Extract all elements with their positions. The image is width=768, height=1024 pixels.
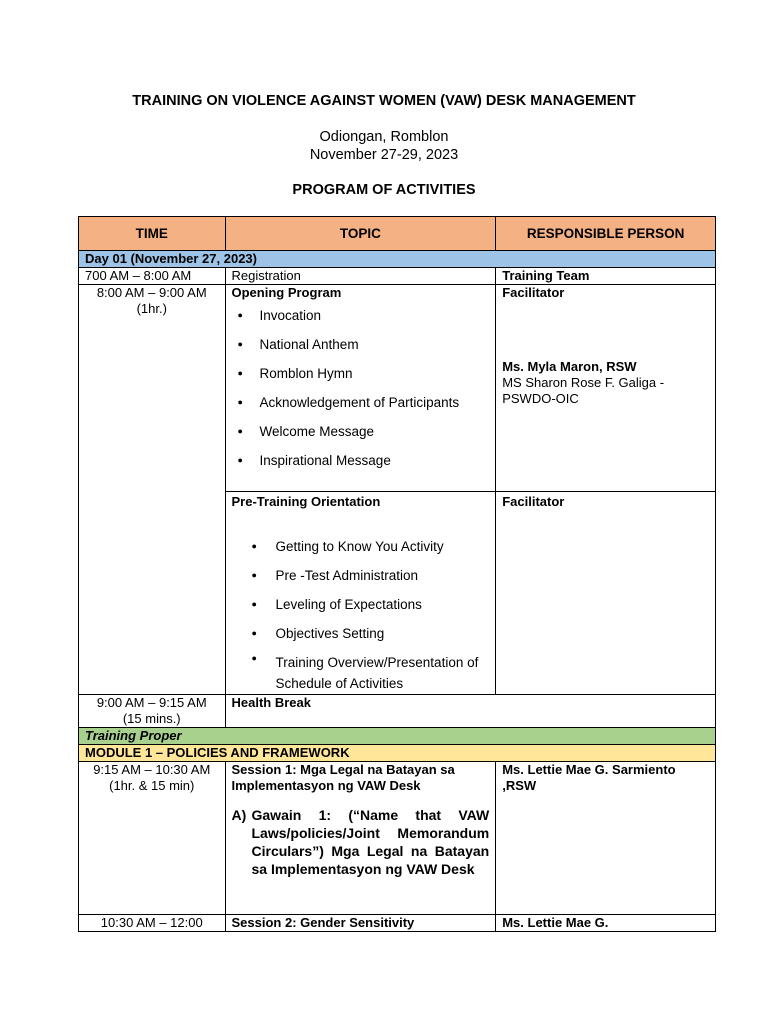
list-item: ● Welcome Message bbox=[232, 417, 490, 446]
list-item: ● Romblon Hymn bbox=[232, 359, 490, 388]
table-row bbox=[79, 762, 716, 915]
header-person: RESPONSIBLE PERSON bbox=[496, 217, 716, 251]
activity-marker: A) bbox=[231, 807, 247, 823]
person-cell: Training Team bbox=[496, 268, 716, 285]
topic-title: Session 1: Mga Legal na Batayan sa Implementasyon ng VAW Desk bbox=[231, 762, 455, 793]
location: Odiongan, Romblon bbox=[319, 129, 449, 145]
person-cell bbox=[496, 285, 716, 492]
time-cell: 10:30 AM – 12:00 bbox=[79, 915, 226, 932]
topic-title: Pre-Training Orientation bbox=[231, 494, 381, 509]
document-title: TRAINING ON VIOLENCE AGAINST WOMEN (VAW) DESK MANAGEMENT bbox=[132, 93, 636, 109]
person-role: Facilitator bbox=[502, 285, 565, 300]
section-row bbox=[79, 728, 716, 745]
topic-cell: Health Break bbox=[225, 695, 716, 728]
list-item: ● Acknowledgement of Participants bbox=[232, 388, 490, 417]
topic-title: Opening Program bbox=[231, 285, 342, 300]
list-item: ● Training Overview/Presentation of Schedule of Activities bbox=[232, 648, 490, 694]
topic-cell bbox=[225, 492, 496, 695]
time-duration: (1hr. & 15 min) bbox=[109, 778, 195, 793]
module-row bbox=[79, 745, 716, 762]
event-dates: November 27-29, 2023 bbox=[309, 147, 459, 163]
person-cell: Ms. Lettie Mae G. Sarmiento ,RSW bbox=[496, 762, 716, 915]
location-block bbox=[0, 128, 768, 164]
topic-cell bbox=[225, 762, 496, 915]
person-role: Facilitator bbox=[502, 494, 565, 509]
bullet-list bbox=[232, 301, 490, 475]
topic-cell bbox=[225, 285, 496, 492]
day-label: Day 01 (November 27, 2023) bbox=[79, 251, 716, 268]
time-cell bbox=[79, 285, 226, 695]
header-row bbox=[79, 217, 716, 251]
section-label: Training Proper bbox=[79, 728, 716, 745]
time-range: 9:15 AM – 10:30 AM bbox=[93, 762, 211, 777]
list-item: ● Inspirational Message bbox=[232, 446, 490, 475]
person-name: Ms. Myla Maron, RSW bbox=[502, 359, 637, 374]
program-title: PROGRAM OF ACTIVITIES bbox=[292, 182, 476, 198]
header-topic: TOPIC bbox=[225, 217, 496, 251]
list-item: ● Getting to Know You Activity bbox=[232, 532, 490, 561]
list-item: ● Objectives Setting bbox=[232, 619, 490, 648]
time-cell bbox=[79, 762, 226, 915]
list-item: ● Invocation bbox=[232, 301, 490, 330]
table-row bbox=[79, 915, 716, 932]
table-row bbox=[79, 695, 716, 728]
module-label: MODULE 1 – POLICIES AND FRAMEWORK bbox=[79, 745, 716, 762]
person-cell: Ms. Lettie Mae G. bbox=[496, 915, 716, 932]
list-item: ● Leveling of Expectations bbox=[232, 590, 490, 619]
time-range: 8:00 AM – 9:00 AM bbox=[96, 285, 207, 300]
bullet-list bbox=[232, 532, 490, 694]
program-table bbox=[78, 216, 716, 932]
day-row bbox=[79, 251, 716, 268]
topic-cell: Session 2: Gender Sensitivity bbox=[225, 915, 496, 932]
list-item: ● Pre -Test Administration bbox=[232, 561, 490, 590]
time-range: 9:00 AM – 9:15 AM bbox=[96, 695, 207, 710]
activity-text: Gawain 1: (“Name that VAW Laws/policies/Joint Memorandum Circulars”) Mga Legal na Batayan sa Implementasyon ng VAW Desk bbox=[251, 807, 490, 877]
table-row bbox=[79, 268, 716, 285]
table-row bbox=[79, 285, 716, 492]
person-name: MS Sharon Rose F. Galiga - PSWDO-OIC bbox=[502, 375, 665, 406]
person-cell bbox=[496, 492, 716, 695]
time-cell bbox=[79, 695, 226, 728]
topic-cell: Registration bbox=[225, 268, 496, 285]
time-duration: (1hr.) bbox=[136, 301, 167, 316]
time-duration: (15 mins.) bbox=[122, 711, 181, 726]
time-cell: 700 AM – 8:00 AM bbox=[79, 268, 226, 285]
activity-item bbox=[232, 806, 490, 878]
header-time: TIME bbox=[79, 217, 226, 251]
list-item: ● National Anthem bbox=[232, 330, 490, 359]
